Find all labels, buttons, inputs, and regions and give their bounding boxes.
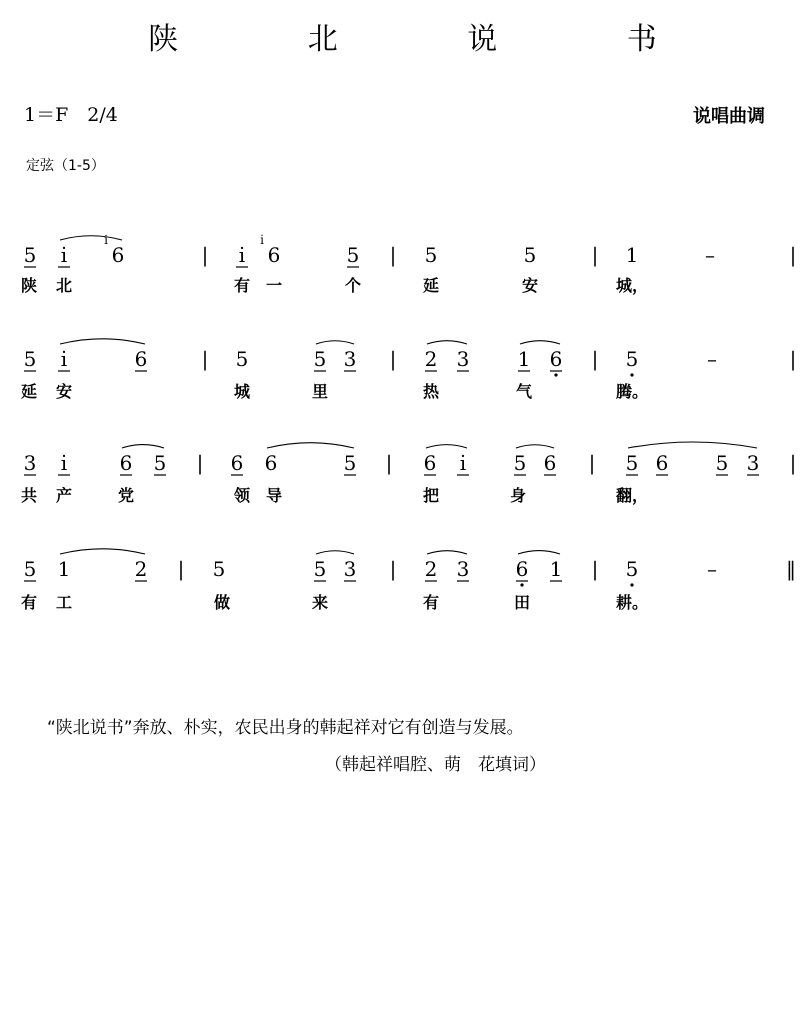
score-note: 5 (625, 451, 639, 475)
score-note: 5 (625, 347, 639, 371)
lyric-syllable: 身 (509, 486, 527, 505)
barline: | (385, 451, 393, 475)
score-note: 5 (23, 243, 37, 267)
lyric-syllable: 导 (265, 486, 283, 505)
score-credit: （韩起祥唱腔、萌 花填词） (325, 755, 546, 775)
lyric-syllable: 共 (20, 486, 38, 505)
score-note: 6 (230, 451, 244, 475)
slur-mark (426, 445, 467, 448)
score-line (21, 339, 796, 401)
barline: | (591, 347, 599, 371)
score-note: 5 (343, 451, 357, 475)
score-note: 6 (655, 451, 669, 475)
lyric-syllable: 有 (20, 593, 38, 612)
score-line (21, 233, 796, 296)
lyric-syllable: 产 (55, 486, 73, 505)
barline: | (591, 557, 599, 581)
score-note: i̇ (238, 243, 246, 267)
score-note: – (707, 557, 717, 581)
score-note: 6 (515, 557, 529, 581)
score-line (21, 442, 796, 506)
score-note: 3 (456, 557, 470, 581)
lyric-syllable: 安 (521, 276, 539, 295)
lyric-syllable: 热 (422, 382, 440, 401)
score-note: i̇ (60, 451, 68, 475)
grace-note: i̇ (260, 233, 264, 247)
barline: | (389, 347, 397, 371)
barline: | (201, 243, 209, 267)
lyric-syllable: 一 (265, 276, 283, 295)
score-note: 3 (343, 347, 357, 371)
barline: | (389, 557, 397, 581)
lyric-syllable: 北 (55, 276, 73, 295)
score-note: 5 (424, 243, 438, 267)
score-note: 2 (424, 557, 438, 581)
slur-mark (60, 339, 145, 344)
slur-mark (60, 236, 122, 240)
slur-mark (122, 445, 164, 448)
lyric-syllable: 来 (311, 593, 329, 612)
slur-mark (520, 341, 560, 344)
slur-mark (628, 442, 757, 448)
lyric-syllable: 把 (422, 486, 440, 505)
score-note: 5 (715, 451, 729, 475)
lyric-syllable: 党 (117, 486, 135, 505)
lyric-syllable: 延 (422, 276, 440, 295)
score-note: 6 (543, 451, 557, 475)
slur-mark (316, 551, 354, 554)
barline: | (196, 451, 204, 475)
score-note: 3 (23, 451, 37, 475)
key-signature: 1＝F 2/4 (24, 104, 118, 126)
score-note: 1 (517, 347, 531, 371)
lyric-syllable: 城 (233, 382, 251, 401)
barline: | (789, 451, 797, 475)
score-note: 5 (212, 557, 226, 581)
score-note: 6 (264, 451, 278, 475)
lyric-syllable: 耕。 (615, 593, 649, 612)
score-note: 6 (267, 243, 281, 267)
score-remark: “陕北说书”奔放、朴实，农民出身的韩起祥对它有创造与发展。 (47, 718, 524, 738)
score-note: 5 (346, 243, 360, 267)
slur-mark (316, 341, 354, 344)
score-note: 5 (625, 557, 639, 581)
low-octave-dot (630, 583, 633, 586)
grace-note: i̇ (104, 233, 108, 247)
score-note: 5 (523, 243, 537, 267)
lyric-syllable: 安 (55, 382, 73, 401)
score-note: 5 (313, 347, 327, 371)
barline: | (789, 347, 797, 371)
lyric-syllable: 气 (515, 382, 533, 401)
tuning-note: 定弦（1-5） (26, 158, 105, 174)
lyric-syllable: 腾。 (615, 382, 649, 401)
score-note: 3 (456, 347, 470, 371)
lyric-syllable: 田 (513, 593, 531, 612)
score-note: 5 (153, 451, 167, 475)
score-note: 2 (424, 347, 438, 371)
score-note: 6 (134, 347, 148, 371)
score-note: 1 (57, 557, 71, 581)
barline: | (389, 243, 397, 267)
lyric-syllable: 工 (55, 593, 73, 612)
score-note: 6 (119, 451, 133, 475)
lyric-syllable: 有 (233, 276, 251, 295)
lyric-syllable: 延 (20, 382, 38, 401)
low-octave-dot (554, 373, 557, 376)
score-note: i̇ (60, 347, 68, 371)
barline: ‖ (786, 557, 796, 581)
score-note: 6 (549, 347, 563, 371)
lyric-syllable: 城， (615, 276, 649, 295)
lyric-syllable: 领 (233, 486, 251, 505)
lyric-syllable: 里 (311, 382, 329, 401)
score-note: 3 (746, 451, 760, 475)
score-note: 6 (423, 451, 437, 475)
slur-mark (427, 551, 467, 554)
slur-mark (516, 445, 554, 448)
score-note: 5 (313, 557, 327, 581)
lyric-syllable: 有 (422, 593, 440, 612)
score-note: 5 (513, 451, 527, 475)
barline: | (588, 451, 596, 475)
score-note: – (705, 243, 715, 267)
low-octave-dot (520, 583, 523, 586)
score-note: 5 (23, 347, 37, 371)
score-note: 6 (111, 243, 125, 267)
score-note: 5 (235, 347, 249, 371)
score-note: 3 (343, 557, 357, 581)
slur-mark (60, 549, 145, 554)
score-note: i̇ (459, 451, 467, 475)
score-note: 1 (625, 243, 639, 267)
score-line (21, 549, 796, 612)
score-note: 1 (549, 557, 563, 581)
barline: | (201, 347, 209, 371)
lyric-syllable: 翻， (615, 486, 649, 505)
score-note: 5 (23, 557, 37, 581)
slur-mark (518, 551, 560, 554)
barline: | (789, 243, 797, 267)
lyric-syllable: 陕 (20, 276, 38, 295)
barline: | (591, 243, 599, 267)
lyric-syllable: 做 (213, 593, 231, 612)
barline: | (177, 557, 185, 581)
song-style: 说唱曲调 (693, 106, 765, 127)
score-note: 2 (134, 557, 148, 581)
score-note: – (707, 347, 717, 371)
score-note: i̇ (60, 243, 68, 267)
lyric-syllable: 个 (344, 276, 362, 295)
slur-mark (267, 443, 354, 448)
song-title: 陕 北 说 书 (148, 22, 717, 57)
low-octave-dot (630, 373, 633, 376)
slur-mark (427, 341, 467, 344)
